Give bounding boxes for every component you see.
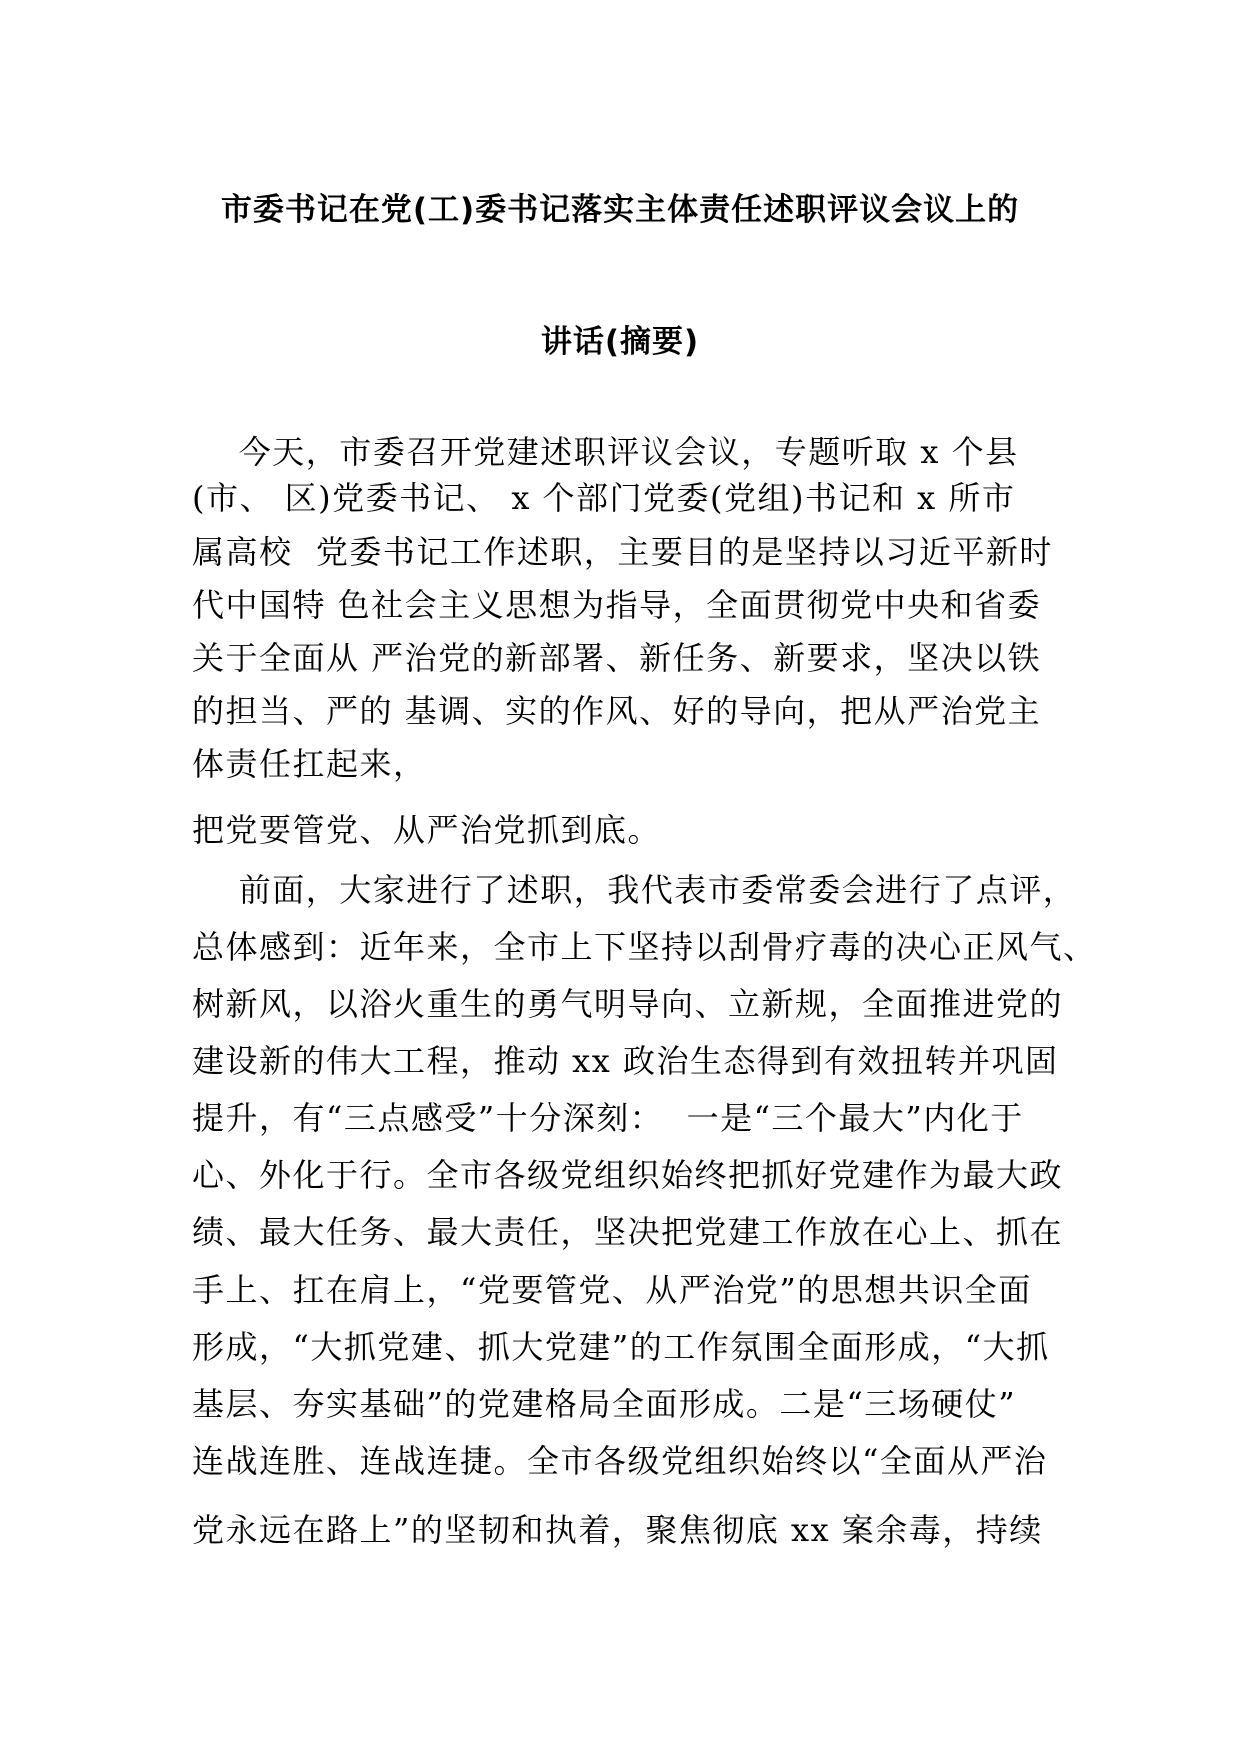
- body-line-12: 建设新的伟大工程，推动 xx 政治生态得到有效扭转并巩固: [192, 1042, 1059, 1080]
- body-line-1: 今天，市委召开党建述职评议会议，专题听取 x 个县: [192, 433, 1019, 471]
- document-title-line-2: 讲话(摘要): [540, 324, 700, 360]
- document-title-line-1: 市委书记在党(工)委书记落实主体责任述职评议会议上的: [220, 192, 1020, 228]
- body-line-10: 总体感到：近年来，全市上下坚持以刮骨疗毒的决心正风气、: [192, 928, 1097, 966]
- body-line-6: 的担当、严的 基调、实的作风、好的导向，把从严治党主: [192, 692, 1042, 730]
- body-line-16: 手上、扛在肩上，“党要管党、从严治党”的思想共识全面: [192, 1271, 1032, 1309]
- body-line-17: 形成，“大抓党建、抓大党建”的工作氛围全面形成，“大抓: [192, 1328, 1050, 1366]
- body-line-13: 提升，有“三点感受”十分深刻： 一是“三个最大”内化于: [192, 1099, 1024, 1137]
- body-line-3: 属高校 党委书记工作述职，主要目的是坚持以习近平新时: [192, 533, 1053, 571]
- body-line-20: 党永远在路上”的坚韧和执着，聚焦彻底 xx 案余毒，持续: [192, 1511, 1043, 1549]
- body-line-14: 心、外化于行。全市各级党组织始终把抓好党建作为最大政: [192, 1156, 1064, 1194]
- body-line-2: (市、 区)党委书记、 x 个部门党委(党组)书记和 x 所市: [192, 479, 1016, 517]
- body-line-9: 前面，大家进行了述职，我代表市委常委会进行了点评，: [192, 871, 1077, 909]
- body-line-5: 关于全面从 严治党的新部署、新任务、新要求，坚决以铁: [192, 639, 1042, 677]
- body-line-8: 把党要管党、从严治党抓到底。: [192, 811, 662, 849]
- body-line-4: 代中国特 色社会主义思想为指导，全面贯彻党中央和省委: [192, 586, 1042, 624]
- body-line-18: 基层、夯实基础”的党建格局全面形成。二是“三场硬仗”: [192, 1385, 1017, 1423]
- body-line-7: 体责任扛起来，: [192, 745, 427, 783]
- body-line-19: 连战连胜、连战连捷。全市各级党组织始终以“全面从严治: [192, 1442, 1048, 1480]
- body-line-11: 树新风，以浴火重生的勇气明导向、立新规，全面推进党的: [192, 985, 1064, 1023]
- body-line-15: 绩、最大任务、最大责任，坚决把党建工作放在心上、抓在: [192, 1213, 1064, 1251]
